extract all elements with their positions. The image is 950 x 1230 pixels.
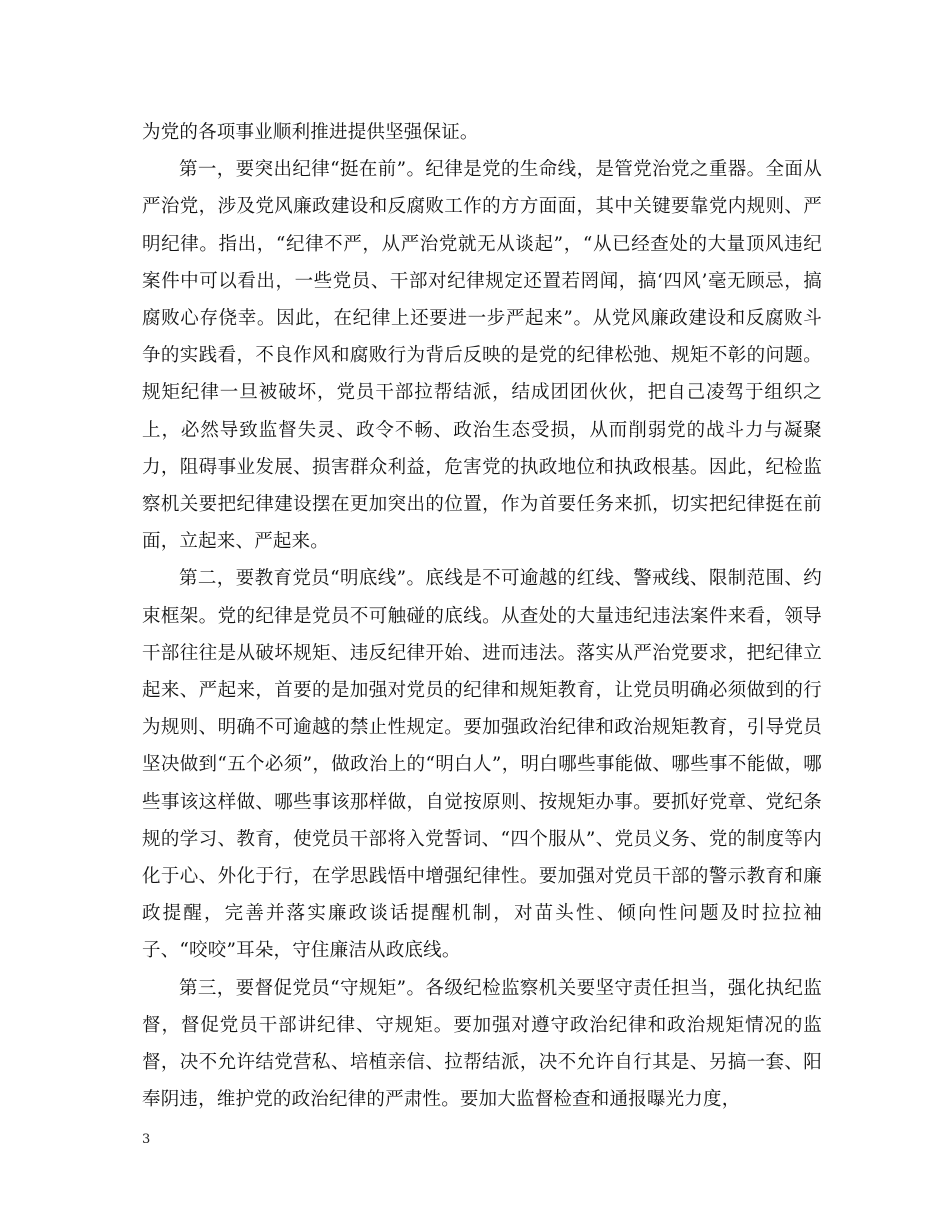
paragraph-continuation: 为党的各项事业顺利推进提供坚强保证。 — [142, 122, 479, 143]
paragraph-second: 第二，要教育党员“明底线”。底线是不可逾越的红线、警戒线、限制范围、约束框架。党的纪律是党员不可触碰的底线。从查处的大量违纪违法案件来看，领导干部往往是从破坏规矩、违反纪律开始、进而违法。落实从严治党要求，把纪律立起来、严起来，首要的是加强对党员的纪律和规矩教育，让党员明确必须做到的行为规则、明确不可逾越的禁止性规定。要加强政治纪律和政治规矩教育，引导党员坚决做到“五个必须”，做政治上的“明白人”，明白哪些事能做、哪些事不能做，哪些事该这样做、哪些事该那样做，自觉按原则、按规矩办事。要抓好党章、党纪条规的学习、教育，使党员干部将入党誓词、“四个服从”、党员义务、党的制度等内化于心、外化于行，在学思践悟中增强纪律性。要加强对党员干部的警示教育和廉政提醒，完善并落实廉政谈话提醒机制，对苗头性、倾向性问题及时拉拉袖子、“咬咬”耳朵，守住廉洁从政底线。 — [142, 568, 822, 962]
body-text — [142, 114, 822, 1118]
page-number: 3 — [142, 1132, 151, 1147]
paragraph-first: 第一，要突出纪律“挺在前”。纪律是党的生命线，是管党治党之重器。全面从严治党，涉及党风廉政建设和反腐败工作的方方面面，其中关键要靠党内规则、严明纪律。指出，“纪律不严，从严治党就无从谈起”，“从已经查处的大量顶风违纪案件中可以看出，一些党员、干部对纪律规定还置若罔闻，搞‘四风’毫无顾忌，搞腐败心存侥幸。因此，在纪律上还要进一步严起来”。从党风廉政建设和反腐败斗争的实践看，不良作风和腐败行为背后反映的是党的纪律松弛、规矩不彰的问题。规矩纪律一旦被破坏，党员干部拉帮结派，结成团团伙伙，把自己凌驾于组织之上，必然导致监督失灵、政令不畅、政治生态受损，从而削弱党的战斗力与凝聚力，阻碍事业发展、损害群众利益，危害党的执政地位和执政根基。因此，纪检监察机关要把纪律建设摆在更加突出的位置，作为首要任务来抓，切实把纪律挺在前面，立起来、严起来。 — [142, 159, 822, 553]
paragraph-third: 第三，要督促党员“守规矩”。各级纪检监察机关要坚守责任担当，强化执纪监督，督促党员干部讲纪律、守规矩。要加强对遵守政治纪律和政治规矩情况的监督，决不允许结党营私、培植亲信、拉帮结派，决不允许自行其是、另搞一套、阳奉阴违，维护党的政治纪律的严肃性。要加大监督检查和通报曝光力度， — [142, 977, 822, 1111]
